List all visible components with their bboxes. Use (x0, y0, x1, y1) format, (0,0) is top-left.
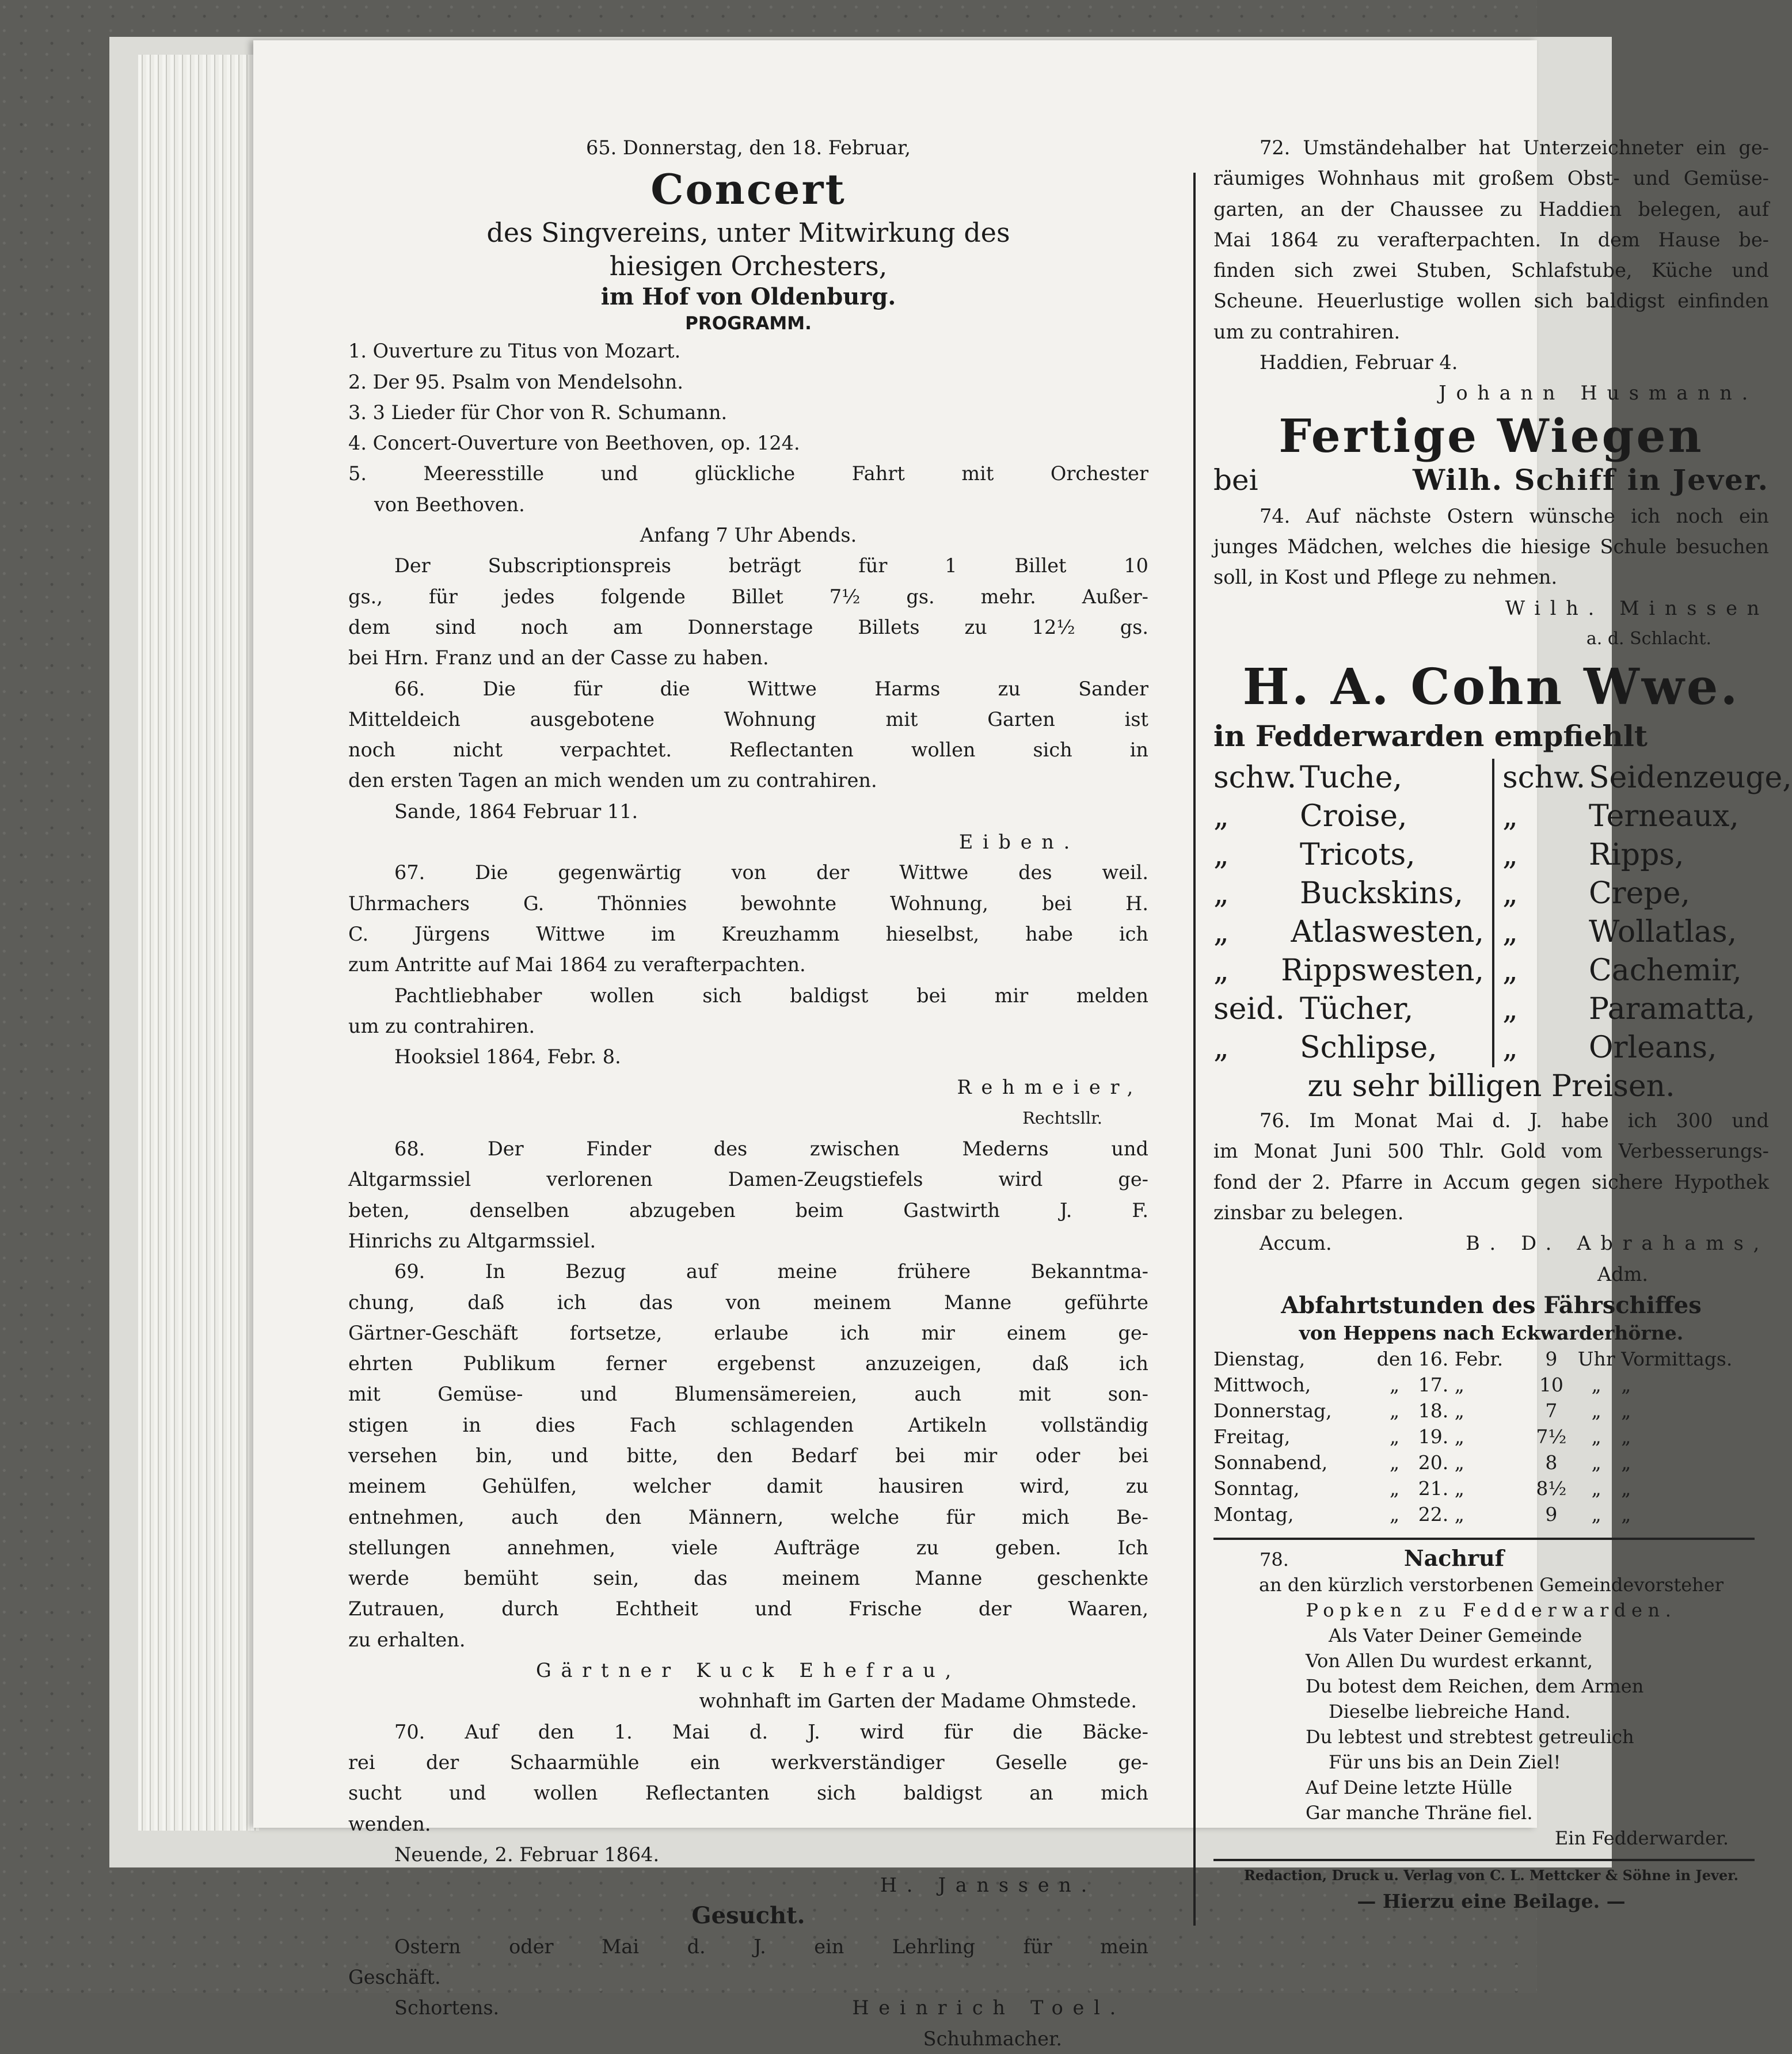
ferry-day: Donnerstag, (1213, 1399, 1332, 1422)
ad-69-text: zu erhalten. (348, 1628, 466, 1651)
ad-76 (1213, 1105, 1769, 1290)
ferry-part: „ (1621, 1477, 1631, 1500)
ad-72-text: um zu contrahiren. (1213, 320, 1401, 343)
ad-69-address: wohnhaft im Garten der Madame Ohmstede. (699, 1690, 1137, 1713)
poem-line: Du botest dem Reichen, dem Armen (1306, 1675, 1644, 1697)
concert-title: Concert (650, 165, 846, 214)
ferry-title: Abfahrtstunden des Fährschiffes (1281, 1291, 1702, 1319)
nachruf-number: 78. (1260, 1548, 1289, 1570)
ferry-time: 10 (1539, 1373, 1563, 1396)
ad-72-text: räumiges Wohnhaus mit großem Obst- und Gemüse- (1213, 167, 1769, 190)
goods-item (1502, 759, 1792, 797)
ad-70-place: Neuende, 2. Februar 1864. (394, 1843, 660, 1866)
goods-name: Wollatlas, (1589, 915, 1737, 950)
goods-name: Buckskins, (1300, 876, 1463, 911)
ad-78-nachruf (1213, 1546, 1769, 1851)
ad-68 (348, 1133, 1148, 1256)
goods-name: Tuche, (1300, 760, 1403, 796)
ad-67-text: zum Antritte auf Mai 1864 zu verafterpachten. (348, 953, 806, 976)
cohn-goods-left (1213, 759, 1494, 1067)
ferry-den: „ (1390, 1399, 1400, 1422)
ad-69-text: stigen in dies Fach schlagenden Artikeln vollständig (348, 1413, 1148, 1436)
program-item: von Beethoven. (374, 493, 525, 516)
goods-prefix: „ (1213, 1030, 1229, 1066)
ad-74-signature-title: a. d. Schlacht. (1586, 628, 1711, 649)
ad-67-signature: Rehmeier, (957, 1076, 1143, 1099)
ferry-part: „ (1621, 1451, 1631, 1474)
ad-72-place: Haddien, Februar 4. (1260, 351, 1458, 374)
concert-venue: im Hof von Oldenburg. (600, 283, 896, 311)
ad-76-text: fond der 2. Pfarre in Accum gegen sichere Hypothek (1213, 1170, 1769, 1193)
ferry-uhr: „ (1591, 1425, 1601, 1448)
gesucht-signature-row (348, 1992, 1148, 2023)
ferry-part: „ (1621, 1399, 1631, 1422)
concert-text: gs., für jedes folgende Billet 7½ gs. mehr. Außer- (348, 585, 1148, 608)
ad-69-text: stellungen annehmen, viele Aufträge zu geben. Ich (348, 1536, 1148, 1559)
ad-69-text: werde bemüht sein, das meinem Manne geschenkte (348, 1567, 1148, 1590)
ad-69-text: Gärtner-Geschäft fortsetze, erlaube ich mir einem ge- (348, 1321, 1148, 1344)
poem-line: Gar manche Thräne fiel. (1306, 1801, 1533, 1824)
ad-wiegen (1213, 409, 1769, 497)
ad-72-signature: Johann Husmann. (1439, 382, 1757, 405)
ferry-row (1213, 1398, 1769, 1424)
gesucht-title: Gesucht. (691, 1902, 805, 1930)
goods-item (1502, 952, 1792, 990)
goods-item (1213, 913, 1484, 952)
goods-prefix: „ (1502, 1030, 1518, 1066)
goods-name: Rippswesten, (1281, 953, 1484, 988)
ferry-day: Dienstag, (1213, 1347, 1306, 1370)
ferry-date: 20. „ (1418, 1451, 1464, 1474)
goods-item (1213, 836, 1484, 874)
ad-76-signature-row (1213, 1228, 1769, 1258)
ferry-day: Mittwoch, (1213, 1373, 1311, 1396)
goods-name: Tricots, (1300, 838, 1416, 873)
goods-item (1502, 836, 1792, 874)
ad-66-text: 66. Die für die Wittwe Harms zu Sander (394, 677, 1148, 700)
left-column (348, 132, 1148, 2054)
cohn-subtitle: in Fedderwarden empfiehlt (1213, 719, 1648, 754)
ferry-row (1213, 1346, 1769, 1372)
ad-67-text: Uhrmachers G. Thönnies bewohnte Wohnung, bei H. (348, 892, 1148, 915)
poem-line: Du lebtest und strebtest getreulich (1306, 1725, 1634, 1748)
goods-prefix: „ (1502, 915, 1518, 950)
ad-69-text: 69. In Bezug auf meine frühere Bekanntma- (394, 1260, 1148, 1283)
nachruf-head (1213, 1546, 1769, 1572)
ad-72-text: garten, an der Chaussee zu Haddien belegen, auf (1213, 197, 1769, 220)
ad-66-place: Sande, 1864 Februar 11. (394, 800, 638, 823)
ad-72-text: Scheune. Heuerlustige wollen sich baldigst einfinden (1213, 290, 1769, 313)
newspaper-page (253, 40, 1792, 2050)
goods-item (1502, 874, 1792, 913)
concert-line1: des Singvereins, unter Mitwirkung des (486, 217, 1010, 249)
ferry-part: „ (1621, 1373, 1631, 1396)
goods-item (1213, 797, 1484, 836)
program-item: 4. Concert-Ouverture von Beethoven, op. 124. (348, 432, 800, 455)
goods-item (1502, 797, 1792, 836)
poem-line: Von Allen Du wurdest erkannt, (1306, 1649, 1593, 1672)
page-stack-edges (138, 55, 259, 1831)
ad-72-text: 72. Umständehalber hat Unterzeichneter ein ge- (1260, 136, 1769, 159)
ad-69 (348, 1256, 1148, 1716)
poem-line: Für uns bis an Dein Ziel! (1329, 1751, 1561, 1773)
goods-item (1213, 952, 1484, 990)
ferry-row (1213, 1372, 1769, 1398)
goods-prefix: „ (1502, 799, 1518, 834)
imprint: Redaction, Druck u. Verlag von C. L. Mettcker & Söhne in Jever. (1243, 1866, 1739, 1884)
concert-start: Anfang 7 Uhr Abends. (640, 524, 857, 547)
ad-70-text: sucht und wollen Reflectanten sich baldigst an mich (348, 1782, 1148, 1805)
ferry-day: Sonnabend, (1213, 1451, 1328, 1474)
ferry-uhr: „ (1591, 1503, 1601, 1526)
ad-74-text: soll, in Kost und Pflege zu nehmen. (1213, 566, 1558, 589)
goods-name: Cachemir, (1589, 953, 1742, 988)
ferry-den: den (1376, 1347, 1413, 1370)
ad-66-signature: Eiben. (958, 831, 1079, 854)
ad-72-text: Mai 1864 zu verafterpachten. In dem Hause be- (1213, 228, 1769, 251)
ad-65-concert (348, 132, 1148, 674)
gesucht-text: Ostern oder Mai d. J. ein Lehrling für mein (394, 1935, 1148, 1958)
goods-name: Atlaswesten, (1291, 915, 1484, 950)
goods-item (1502, 913, 1792, 952)
ad-70-signature: H. Janssen. (880, 1874, 1097, 1897)
gesucht-signature: Heinrich Toel. (852, 1996, 1125, 2019)
ad-74 (1213, 501, 1769, 654)
ad-69-signature: Gärtner Kuck Ehefrau, (535, 1659, 961, 1682)
ferry-subtitle: von Heppens nach Eckwarderhörne. (1299, 1321, 1684, 1344)
concert-text: Der Subscriptionspreis beträgt für 1 Billet 10 (394, 554, 1148, 577)
ferry-uhr: Uhr (1577, 1347, 1615, 1370)
ad-74-signature: Wilh. Minssen (1505, 596, 1769, 619)
ad-67-place: Hooksiel 1864, Febr. 8. (394, 1045, 621, 1068)
ferry-uhr: „ (1591, 1399, 1601, 1422)
goods-prefix: „ (1213, 915, 1229, 950)
ad-76-text: 76. Im Monat Mai d. J. habe ich 300 und (1260, 1109, 1769, 1132)
program-item: 5. Meeresstille und glückliche Fahrt mit Orchester (348, 462, 1148, 485)
ferry-date: 18. „ (1418, 1399, 1464, 1422)
gesucht-place: Schortens. (394, 1996, 500, 2019)
ferry-den: „ (1390, 1425, 1400, 1448)
ad-gesucht (348, 1900, 1148, 2053)
goods-prefix: „ (1213, 953, 1229, 988)
ferry-row (1213, 1501, 1769, 1527)
goods-name: Tücher, (1300, 992, 1414, 1027)
ad-67-text: um zu contrahiren. (348, 1014, 535, 1037)
goods-name: Paramatta, (1589, 992, 1756, 1027)
ad-66 (348, 674, 1148, 858)
goods-name: Terneaux, (1589, 799, 1739, 834)
gesucht-text: Geschäft. (348, 1966, 441, 1989)
goods-name: Orleans, (1589, 1030, 1717, 1066)
imprint-rule (1213, 1859, 1755, 1861)
programm-label: PROGRAMM. (685, 313, 812, 334)
ferry-part: Vormittags. (1621, 1347, 1733, 1370)
ad-68-text: Altgarmssiel verlorenen Damen-Zeugstiefels wird ge- (348, 1168, 1148, 1191)
goods-item (1213, 990, 1484, 1029)
cohn-goods-right (1494, 759, 1792, 1067)
ad-66-text: Mitteldeich ausgebotene Wohnung mit Garten ist (348, 708, 1148, 731)
goods-item (1213, 1029, 1484, 1067)
wiegen-bei: bei (1213, 463, 1258, 497)
ferry-row (1213, 1424, 1769, 1450)
ferry-schedule (1213, 1291, 1769, 1527)
ferry-den: „ (1390, 1373, 1400, 1396)
ferry-row (1213, 1450, 1769, 1475)
ad-68-text: 68. Der Finder des zwischen Mederns und (394, 1138, 1148, 1161)
ad-72 (1213, 132, 1769, 409)
ad-70-text: wenden. (348, 1812, 431, 1835)
ferry-uhr: „ (1591, 1373, 1601, 1396)
ad-76-text: im Monat Juni 500 Thlr. Gold vom Verbesserungs- (1213, 1140, 1769, 1163)
ad-cohn (1213, 656, 1792, 1105)
ad-74-text: junges Mädchen, welches die hiesige Schule besuchen (1213, 535, 1769, 558)
nachruf-rule (1213, 1538, 1755, 1540)
concert-text: dem sind noch am Donnerstage Billets zu 12½ gs. (348, 615, 1148, 638)
cohn-footer: zu sehr billigen Preisen. (1307, 1069, 1675, 1104)
ferry-den: „ (1390, 1451, 1400, 1474)
ad-67-text: 67. Die gegenwärtig von der Wittwe des weil. (394, 861, 1148, 884)
program-item: 1. Ouverture zu Titus von Mozart. (348, 340, 681, 363)
goods-name: Croise, (1300, 799, 1407, 834)
ad-67-signature-title: Rechtsllr. (1022, 1108, 1102, 1128)
ad-76-signature: B. D. Abrahams, (1466, 1232, 1769, 1255)
poem-line: Dieselbe liebreiche Hand. (1329, 1700, 1571, 1722)
goods-prefix: „ (1213, 799, 1229, 834)
ferry-part: „ (1621, 1425, 1631, 1448)
ad-69-text: Zutrauen, durch Echtheit und Frische der Waaren, (348, 1597, 1148, 1621)
ad-67 (348, 857, 1148, 1133)
ad-72-text: finden sich zwei Stuben, Schlafstube, Küche und (1213, 259, 1769, 282)
cohn-goods-grid (1213, 759, 1792, 1067)
ad-66-text: den ersten Tagen an mich wenden um zu contrahiren. (348, 769, 877, 792)
ad-68-text: Hinrichs zu Altgarmssiel. (348, 1229, 596, 1252)
concert-text: bei Hrn. Franz und an der Casse zu haben. (348, 646, 769, 670)
ad-76-place: Accum. (1260, 1232, 1332, 1255)
ad-67-text: Pachtliebhaber wollen sich baldigst bei mir melden (394, 984, 1148, 1007)
ferry-day: Freitag, (1213, 1425, 1291, 1448)
ferry-date: 21. „ (1418, 1477, 1464, 1500)
nachruf-signature: Ein Fedderwarder. (1554, 1827, 1729, 1849)
ferry-row (1213, 1475, 1769, 1501)
ad-69-text: ehrten Publikum ferner ergebenst anzuzeigen, daß ich (348, 1352, 1148, 1375)
ad-68-text: beten, denselben abzugeben beim Gastwirth J. F. (348, 1199, 1148, 1222)
goods-name: Ripps, (1589, 838, 1684, 873)
goods-prefix: schw. (1502, 760, 1586, 796)
column-divider (1193, 173, 1196, 1926)
ad-69-text: versehen bin, und bitte, den Bedarf bei mir oder bei (348, 1444, 1148, 1467)
ad-66-text: noch nicht verpachtet. Reflectanten wollen sich in (348, 739, 1148, 762)
ferry-uhr: „ (1591, 1451, 1601, 1474)
ferry-time: 7½ (1536, 1425, 1567, 1448)
ferry-part: „ (1621, 1503, 1631, 1526)
ferry-uhr: „ (1591, 1477, 1601, 1500)
wiegen-title: Fertige Wiegen (1279, 408, 1704, 463)
ad-76-signature-title: Adm. (1597, 1262, 1648, 1285)
goods-prefix: schw. (1213, 760, 1297, 796)
ferry-date: 16. Febr. (1418, 1347, 1504, 1370)
ad-67-text: C. Jürgens Wittwe im Kreuzhamm hieselbst, habe ich (348, 922, 1148, 945)
goods-prefix: seid. (1213, 992, 1285, 1027)
goods-prefix: „ (1502, 876, 1518, 911)
ferry-den: „ (1390, 1477, 1400, 1500)
wiegen-by: Wilh. Schiff in Jever. (1413, 462, 1769, 497)
nachruf-subtitle: Popken zu Fedderwarden. (1306, 1599, 1677, 1621)
goods-name: Seidenzeuge, (1589, 760, 1792, 796)
program-item: 3. 3 Lieder für Chor von R. Schumann. (348, 401, 728, 424)
goods-item (1213, 759, 1484, 797)
ferry-date: 22. „ (1418, 1503, 1464, 1526)
ad-69-text: entnehmen, auch den Männern, welche für mich Be- (348, 1505, 1148, 1528)
ad-65-head: 65. Donnerstag, den 18. Februar, (586, 136, 911, 159)
ad-74-text: 74. Auf nächste Ostern wünsche ich noch ein (1260, 504, 1769, 527)
goods-item (1213, 874, 1484, 913)
poem-line: Als Vater Deiner Gemeinde (1329, 1624, 1582, 1646)
goods-name: Crepe, (1589, 876, 1691, 911)
ad-69-text: chung, daß ich das von meinem Manne geführte (348, 1291, 1148, 1314)
beilage-note: — Hierzu eine Beilage. — (1357, 1889, 1626, 1912)
ferry-date: 19. „ (1418, 1425, 1464, 1448)
nachruf-subtitle: an den kürzlich verstorbenen Gemeindevorsteher (1258, 1573, 1724, 1596)
nachruf-title: Nachruf (1403, 1545, 1505, 1571)
ferry-day: Sonntag, (1213, 1477, 1300, 1500)
program-item: 2. Der 95. Psalm von Mendelsohn. (348, 370, 683, 393)
ad-70 (348, 1717, 1148, 1901)
ad-70-text: 70. Auf den 1. Mai d. J. wird für die Bäcke- (394, 1720, 1148, 1743)
goods-prefix: „ (1502, 992, 1518, 1027)
ad-69-text: mit Gemüse- und Blumensämereien, auch mit son- (348, 1383, 1148, 1406)
goods-name: Schlipse, (1300, 1030, 1437, 1066)
cohn-title: H. A. Cohn Wwe. (1242, 658, 1740, 717)
ad-70-text: rei der Schaarmühle ein werkverständiger Geselle ge- (348, 1751, 1148, 1774)
ferry-time: 9 (1545, 1347, 1558, 1370)
concert-line2: hiesigen Orchesters, (609, 250, 888, 282)
right-column (1213, 132, 1792, 1916)
ferry-time: 7 (1545, 1399, 1558, 1422)
ad-76-text: zinsbar zu belegen. (1213, 1201, 1404, 1224)
ferry-table-body (1213, 1346, 1769, 1527)
ferry-day: Montag, (1213, 1503, 1294, 1526)
gesucht-signature-title: Schuhmacher. (923, 2027, 1062, 2050)
poem-line: Auf Deine letzte Hülle (1306, 1776, 1513, 1798)
goods-prefix: „ (1213, 838, 1229, 873)
ferry-time: 8 (1545, 1451, 1558, 1474)
goods-prefix: „ (1502, 838, 1518, 873)
goods-item (1502, 990, 1792, 1029)
goods-item (1502, 1029, 1792, 1067)
ferry-table (1213, 1346, 1769, 1527)
ad-69-text: meinem Gehülfen, welcher damit hausiren wird, zu (348, 1475, 1148, 1498)
ferry-den: „ (1390, 1503, 1400, 1526)
ferry-time: 8½ (1536, 1477, 1567, 1500)
goods-prefix: „ (1502, 953, 1518, 988)
ferry-time: 9 (1545, 1503, 1558, 1526)
wiegen-by-row (1213, 463, 1769, 497)
ferry-date: 17. „ (1418, 1373, 1464, 1396)
goods-prefix: „ (1213, 876, 1229, 911)
